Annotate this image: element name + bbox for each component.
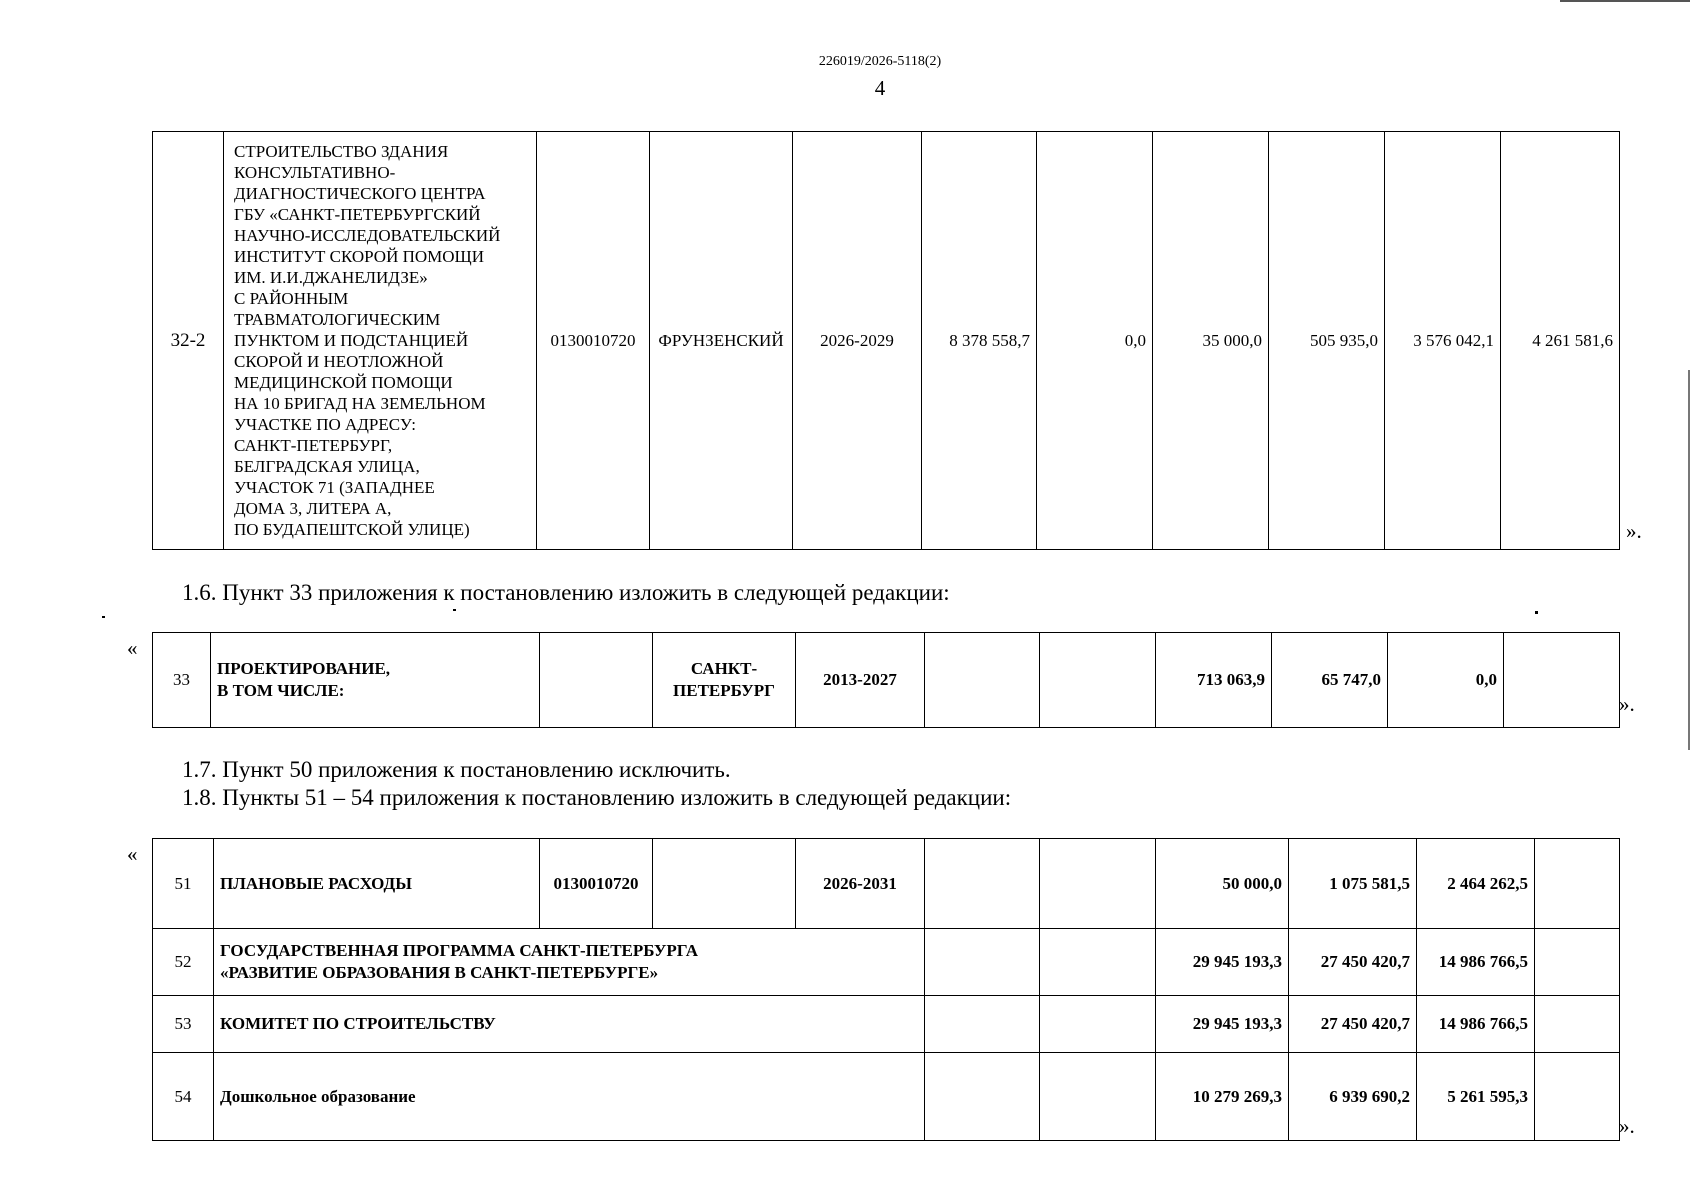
value-col3: 713 063,9 — [1156, 633, 1272, 728]
value-col2 — [1040, 633, 1156, 728]
row-number: 33 — [153, 633, 211, 728]
table-row-33 — [152, 632, 1620, 728]
value-col2 — [1040, 996, 1156, 1053]
scan-dot — [453, 609, 456, 611]
object-name-line: УЧАСТКЕ ПО АДРЕСУ: — [234, 415, 416, 434]
value-col5: 2 464 262,5 — [1417, 839, 1535, 929]
object-name-line1: ПРОЕКТИРОВАНИЕ, — [217, 659, 391, 678]
value-col2: 0,0 — [1037, 132, 1153, 550]
row-number: 54 — [153, 1053, 214, 1141]
period: 2026-2031 — [796, 839, 925, 929]
value-total — [925, 1053, 1040, 1141]
row-number: 51 — [153, 839, 214, 929]
object-name-line2: В ТОМ ЧИСЛЕ: — [217, 681, 345, 700]
value-col6 — [1535, 929, 1620, 996]
value-col5: 14 986 766,5 — [1417, 929, 1535, 996]
object-name-line: ДИАГНОСТИЧЕСКОГО ЦЕНТРА — [234, 184, 486, 203]
object-name-line: ПУНКТОМ И ПОДСТАНЦИЕЙ — [234, 331, 469, 350]
program-name — [214, 929, 925, 996]
scan-edge — [1560, 0, 1690, 2]
value-col4: 65 747,0 — [1272, 633, 1388, 728]
table-row — [153, 839, 1620, 929]
object-name-line: УЧАСТОК 71 (ЗАПАДНЕЕ — [234, 478, 435, 497]
document-code: 226019/2026-5118(2) — [818, 54, 942, 69]
object-name-line: ИНСТИТУТ СКОРОЙ ПОМОЩИ — [234, 247, 484, 266]
open-quote: « — [127, 842, 138, 866]
district — [653, 633, 796, 728]
value-col6 — [1504, 633, 1620, 728]
value-col2 — [1040, 929, 1156, 996]
district: ФРУНЗЕНСКИЙ — [650, 132, 793, 550]
row-number: 53 — [153, 996, 214, 1053]
object-name-lines — [234, 141, 530, 540]
close-quote: ». — [1619, 692, 1635, 716]
period: 2013-2027 — [796, 633, 925, 728]
paragraph-1-7: 1.7. Пункт 50 приложения к постановлению исключить. — [182, 757, 731, 782]
table-row — [153, 1053, 1620, 1141]
district-line2: ПЕТЕРБУРГ — [673, 681, 775, 700]
value-col5: 0,0 — [1388, 633, 1504, 728]
value-col6 — [1535, 839, 1620, 929]
value-total — [925, 996, 1040, 1053]
table-row-32-2 — [152, 131, 1620, 550]
scan-dot — [1535, 611, 1538, 614]
row-number: 32-2 — [153, 132, 224, 550]
value-total: 8 378 558,7 — [922, 132, 1037, 550]
object-name-line: С РАЙОННЫМ — [234, 289, 349, 308]
budget-code: 0130010720 — [537, 132, 650, 550]
object-name-line: ИМ. И.И.ДЖАНЕЛИДЗЕ» — [234, 268, 428, 287]
district — [653, 839, 796, 929]
object-name-line: СТРОИТЕЛЬСТВО ЗДАНИЯ — [234, 142, 449, 161]
value-col5: 3 576 042,1 — [1385, 132, 1501, 550]
value-total — [925, 633, 1040, 728]
value-col3: 29 945 193,3 — [1156, 929, 1289, 996]
close-quote: ». — [1626, 519, 1642, 543]
table-row — [153, 929, 1620, 996]
object-name-line: НА 10 БРИГАД НА ЗЕМЕЛЬНОМ — [234, 394, 486, 413]
value-col3: 35 000,0 — [1153, 132, 1269, 550]
object-name — [211, 633, 540, 728]
value-col2 — [1040, 839, 1156, 929]
scan-dot — [102, 616, 105, 618]
object-name: ПЛАНОВЫЕ РАСХОДЫ — [214, 839, 540, 929]
object-name-line: НАУЧНО-ИССЛЕДОВАТЕЛЬСКИЙ — [234, 226, 501, 245]
section-name: Дошкольное образование — [214, 1053, 925, 1141]
paragraph-1-6: 1.6. Пункт 33 приложения к постановлению изложить в следующей редакции: — [182, 580, 950, 605]
object-name-line: КОНСУЛЬТАТИВНО- — [234, 163, 396, 182]
page-number: 4 — [874, 76, 886, 100]
paragraph-1-8: 1.8. Пункты 51 – 54 приложения к постановлению изложить в следующей редакции: — [182, 785, 1012, 810]
value-total — [925, 839, 1040, 929]
object-name-line: СКОРОЙ И НЕОТЛОЖНОЙ — [234, 352, 444, 371]
object-name-line: ГБУ «САНКТ-ПЕТЕРБУРГСКИЙ — [234, 205, 481, 224]
program-name-line2: «РАЗВИТИЕ ОБРАЗОВАНИЯ В САНКТ-ПЕТЕРБУРГЕ» — [220, 963, 659, 982]
value-col6: 4 261 581,6 — [1501, 132, 1620, 550]
table-row — [153, 132, 1620, 550]
department-name: КОМИТЕТ ПО СТРОИТЕЛЬСТВУ — [214, 996, 925, 1053]
value-total — [925, 929, 1040, 996]
program-name-line1: ГОСУДАРСТВЕННАЯ ПРОГРАММА САНКТ-ПЕТЕРБУРГА — [220, 941, 699, 960]
close-quote: ». — [1619, 1114, 1635, 1138]
object-name-line: БЕЛГРАДСКАЯ УЛИЦА, — [234, 457, 420, 476]
value-col4: 6 939 690,2 — [1289, 1053, 1417, 1141]
table-row — [153, 996, 1620, 1053]
value-col5: 5 261 595,3 — [1417, 1053, 1535, 1141]
value-col3: 29 945 193,3 — [1156, 996, 1289, 1053]
value-col6 — [1535, 996, 1620, 1053]
value-col4: 1 075 581,5 — [1289, 839, 1417, 929]
object-name-line: ТРАВМАТОЛОГИЧЕСКИМ — [234, 310, 441, 329]
object-name-line: ПО БУДАПЕШТСКОЙ УЛИЦЕ) — [234, 520, 470, 539]
value-col4: 27 450 420,7 — [1289, 996, 1417, 1053]
object-name-line: САНКТ-ПЕТЕРБУРГ, — [234, 436, 393, 455]
district-line1: САНКТ- — [690, 659, 758, 678]
scan-edge — [1688, 370, 1690, 750]
object-name — [224, 132, 537, 550]
value-col2 — [1040, 1053, 1156, 1141]
table-row — [153, 633, 1620, 728]
object-name-line: МЕДИЦИНСКОЙ ПОМОЩИ — [234, 373, 453, 392]
period: 2026-2029 — [793, 132, 922, 550]
budget-code — [540, 633, 653, 728]
budget-code: 0130010720 — [540, 839, 653, 929]
value-col3: 50 000,0 — [1156, 839, 1289, 929]
object-name-line: ДОМА 3, ЛИТЕРА А, — [234, 499, 392, 518]
value-col4: 27 450 420,7 — [1289, 929, 1417, 996]
row-number: 52 — [153, 929, 214, 996]
value-col3: 10 279 269,3 — [1156, 1053, 1289, 1141]
value-col6 — [1535, 1053, 1620, 1141]
value-col4: 505 935,0 — [1269, 132, 1385, 550]
table-rows-51-54 — [152, 838, 1620, 1141]
open-quote: « — [127, 636, 138, 660]
value-col5: 14 986 766,5 — [1417, 996, 1535, 1053]
